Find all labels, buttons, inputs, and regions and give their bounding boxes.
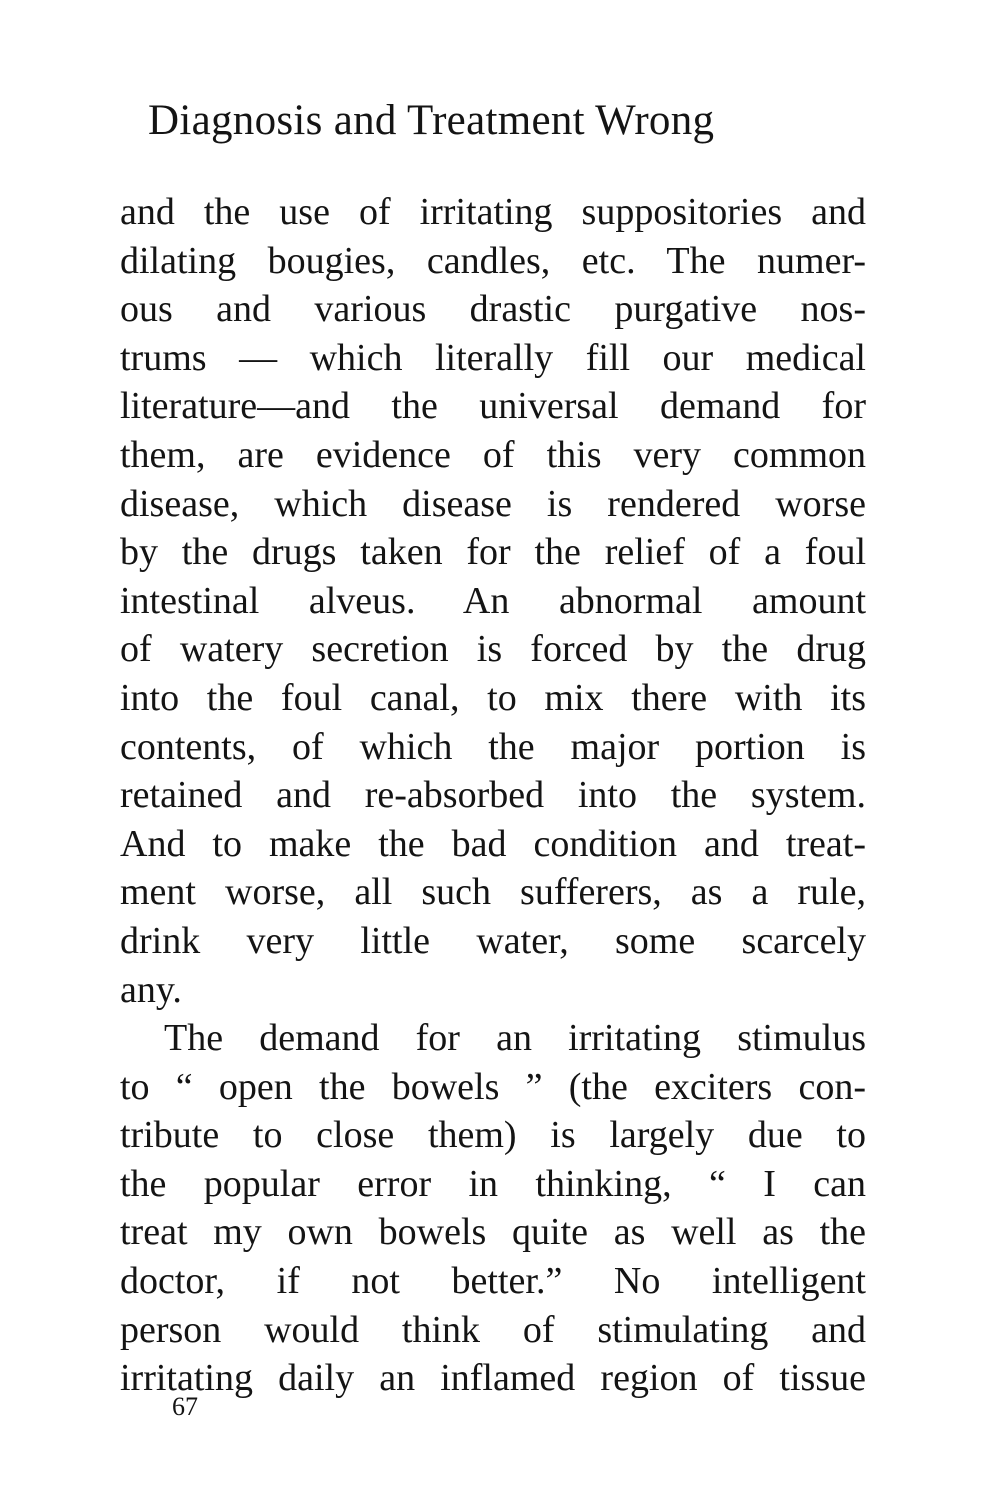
body-text <box>120 188 866 1403</box>
paragraph-1 <box>120 188 866 1014</box>
text-line: The demand for an irritating stimulus <box>164 1017 866 1060</box>
text-line: dilating bougies, candles, etc. The numer- <box>120 239 866 282</box>
text-line: treat my own bowels quite as well as the <box>120 1211 866 1254</box>
text-line: tribute to close them) is largely due to <box>120 1114 866 1157</box>
text-line: person would think of stimulating and <box>120 1308 866 1351</box>
text-line: ment worse, all such sufferers, as a rule, <box>120 871 866 914</box>
text-line: retained and re-absorbed into the system. <box>120 774 866 817</box>
text-line: and the use of irritating suppositories and <box>120 191 866 233</box>
text-line: drink very little water, some scarcely <box>120 919 866 962</box>
text-line: irritating daily an inflamed region of tissue <box>120 1357 866 1400</box>
text-line: doctor, if not better.” No intelligent <box>120 1260 866 1303</box>
text-line: contents, of which the major portion is <box>120 725 866 768</box>
text-line: into the foul canal, to mix there with its <box>120 676 866 719</box>
paragraph-2 <box>120 1014 866 1403</box>
text-line: the popular error in thinking, “ I can <box>120 1162 866 1205</box>
text-line: by the drugs taken for the relief of a foul <box>120 531 866 574</box>
text-line: any. <box>120 968 182 1011</box>
text-line: ous and various drastic purgative nos- <box>120 288 866 331</box>
text-line: And to make the bad condition and treat- <box>120 822 866 865</box>
text-line: to “ open the bowels ” (the exciters con- <box>120 1065 866 1108</box>
text-line: them, are evidence of this very common <box>120 433 866 476</box>
running-head: Diagnosis and Treatment Wrong <box>148 97 715 144</box>
text-line: disease, which disease is rendered worse <box>120 482 866 525</box>
text-line: literature—and the universal demand for <box>120 385 866 428</box>
text-line: trums — which literally fill our medical <box>120 336 866 379</box>
page-number: 67 <box>172 1392 198 1421</box>
text-line: intestinal alveus. An abnormal amount <box>120 579 866 622</box>
text-line: of watery secretion is forced by the drug <box>120 628 866 671</box>
